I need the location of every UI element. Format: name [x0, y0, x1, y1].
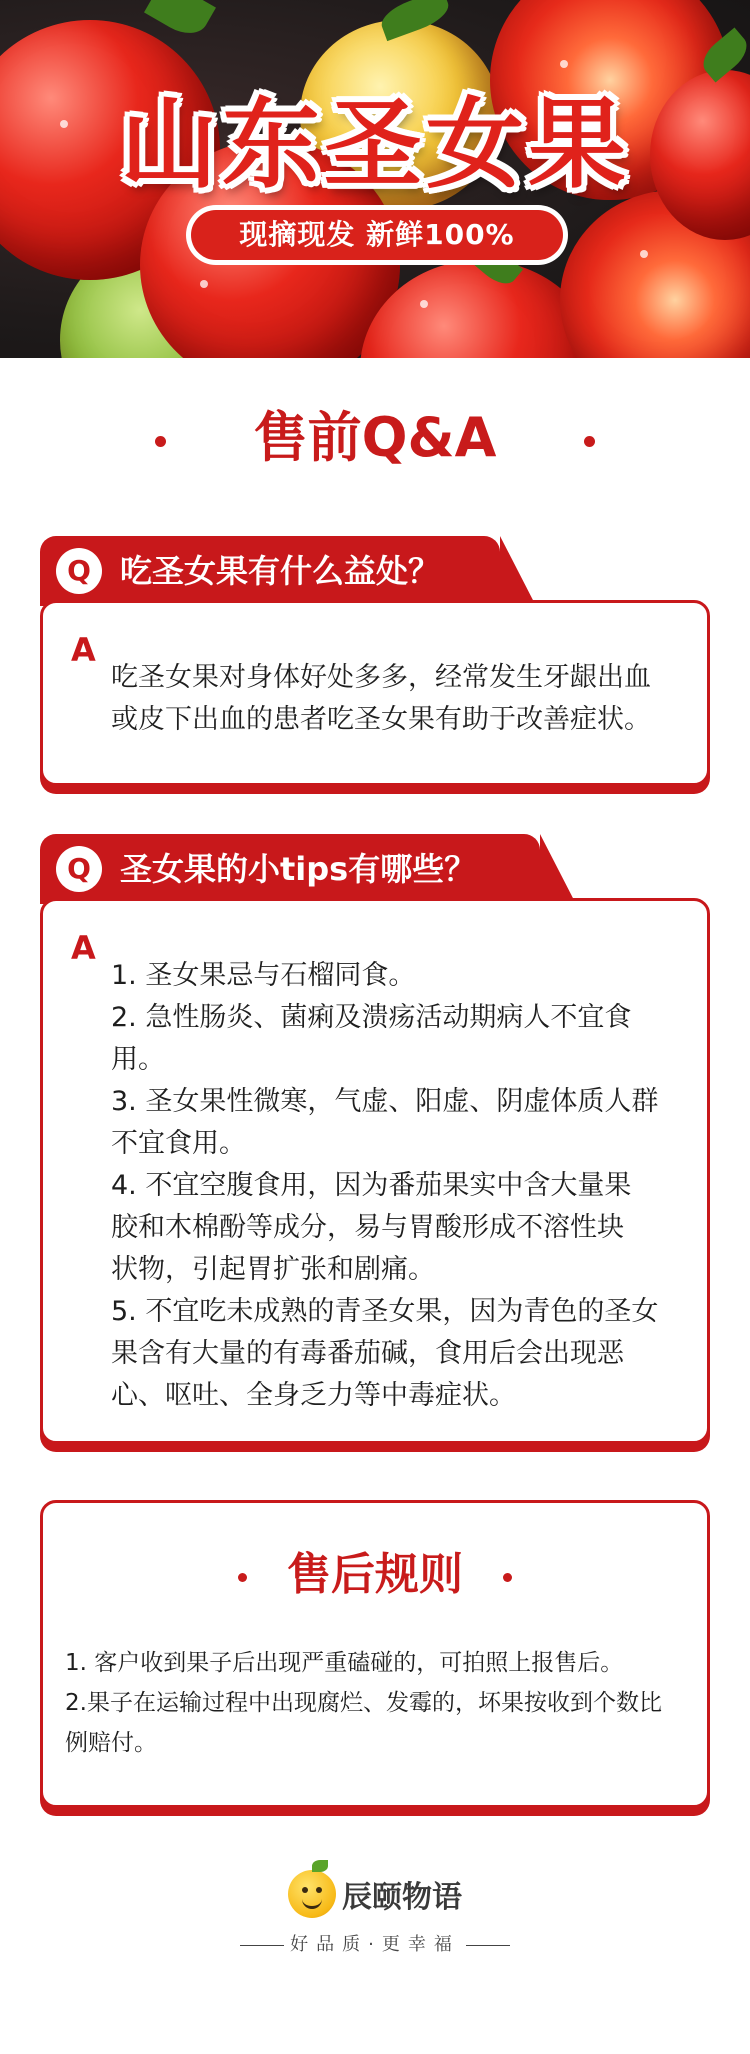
a-icon: A [71, 929, 96, 967]
water-drop [640, 250, 648, 258]
answer-line: 4. 不宜空腹食用，因为番茄果实中含大量果 [111, 1170, 632, 1201]
answer-line: 或皮下出血的患者吃圣女果有助于改善症状。 [111, 704, 651, 735]
question-tab [40, 536, 500, 606]
answer-line: 状物，引起胃扩张和剧痛。 [111, 1254, 435, 1285]
section-title-text: 售前Q&A [253, 406, 497, 469]
a-icon: A [71, 631, 96, 669]
question-text: 圣女果的小tips有哪些？ [120, 850, 477, 888]
answer-line: 5. 不宜吃未成熟的青圣女果，因为青色的圣女 [111, 1296, 659, 1327]
answer-line: 心、呕吐、全身乏力等中毒症状。 [111, 1380, 516, 1411]
hero-title: 山东圣女果 [119, 88, 630, 202]
answer-text [111, 955, 677, 1417]
hero-banner [0, 0, 750, 358]
slogan-text: 好品质·更幸福 [290, 1934, 460, 1955]
dot-ornament [155, 436, 166, 447]
hero-badge-text: 现摘现发 新鲜100% [191, 210, 563, 260]
answer-line: 胶和木棉酚等成分，易与胃酸形成不溶性块 [111, 1212, 624, 1243]
rule-line: 2.果子在运输过程中出现腐烂、发霉的，坏果按收到个数比 [65, 1690, 662, 1716]
question-tab [40, 834, 540, 904]
water-drop [200, 280, 208, 288]
leaf-image [144, 0, 216, 42]
after-sales-card [40, 1500, 710, 1808]
brand-name: 辰颐物语 [342, 1880, 462, 1915]
dot-ornament [503, 1573, 512, 1582]
answer-line: 3. 圣女果性微寒，气虚、阳虚、阴虚体质人群 [111, 1086, 659, 1117]
divider-line [466, 1945, 510, 1946]
answer-line: 2. 急性肠炎、菌痢及溃疡活动期病人不宜食用。 [111, 1002, 632, 1075]
brand-logo [0, 1870, 750, 1930]
rule-line: 例赔付。 [65, 1730, 157, 1756]
brand-slogan [0, 1930, 750, 1956]
divider-line [240, 1945, 284, 1946]
answer-box [40, 600, 710, 786]
dot-ornament [238, 1573, 247, 1582]
after-sales-title-text: 售后规则 [287, 1549, 463, 1600]
rule-line: 1. 客户收到果子后出现严重磕碰的，可拍照上报售后。 [65, 1650, 624, 1676]
answer-line: 吃圣女果对身体好处多多，经常发生牙龈出血 [111, 662, 651, 693]
answer-text [111, 657, 677, 741]
section-title [0, 402, 750, 474]
answer-box [40, 898, 710, 1444]
answer-line: 果含有大量的有毒番茄碱，食用后会出现恶 [111, 1338, 624, 1369]
answer-line: 不宜食用。 [111, 1128, 246, 1159]
qa-card [40, 536, 710, 796]
water-drop [420, 300, 428, 308]
q-icon: Q [56, 548, 102, 594]
question-text: 吃圣女果有什么益处？ [120, 552, 441, 590]
smiling-orange-icon [288, 1870, 336, 1918]
answer-line: 1. 圣女果忌与石榴同食。 [111, 960, 416, 991]
q-icon: Q [56, 846, 102, 892]
after-sales-title [43, 1545, 707, 1605]
hero-badge [186, 205, 568, 265]
dot-ornament [584, 436, 595, 447]
qa-card [40, 834, 710, 1454]
after-sales-text [65, 1643, 687, 1763]
